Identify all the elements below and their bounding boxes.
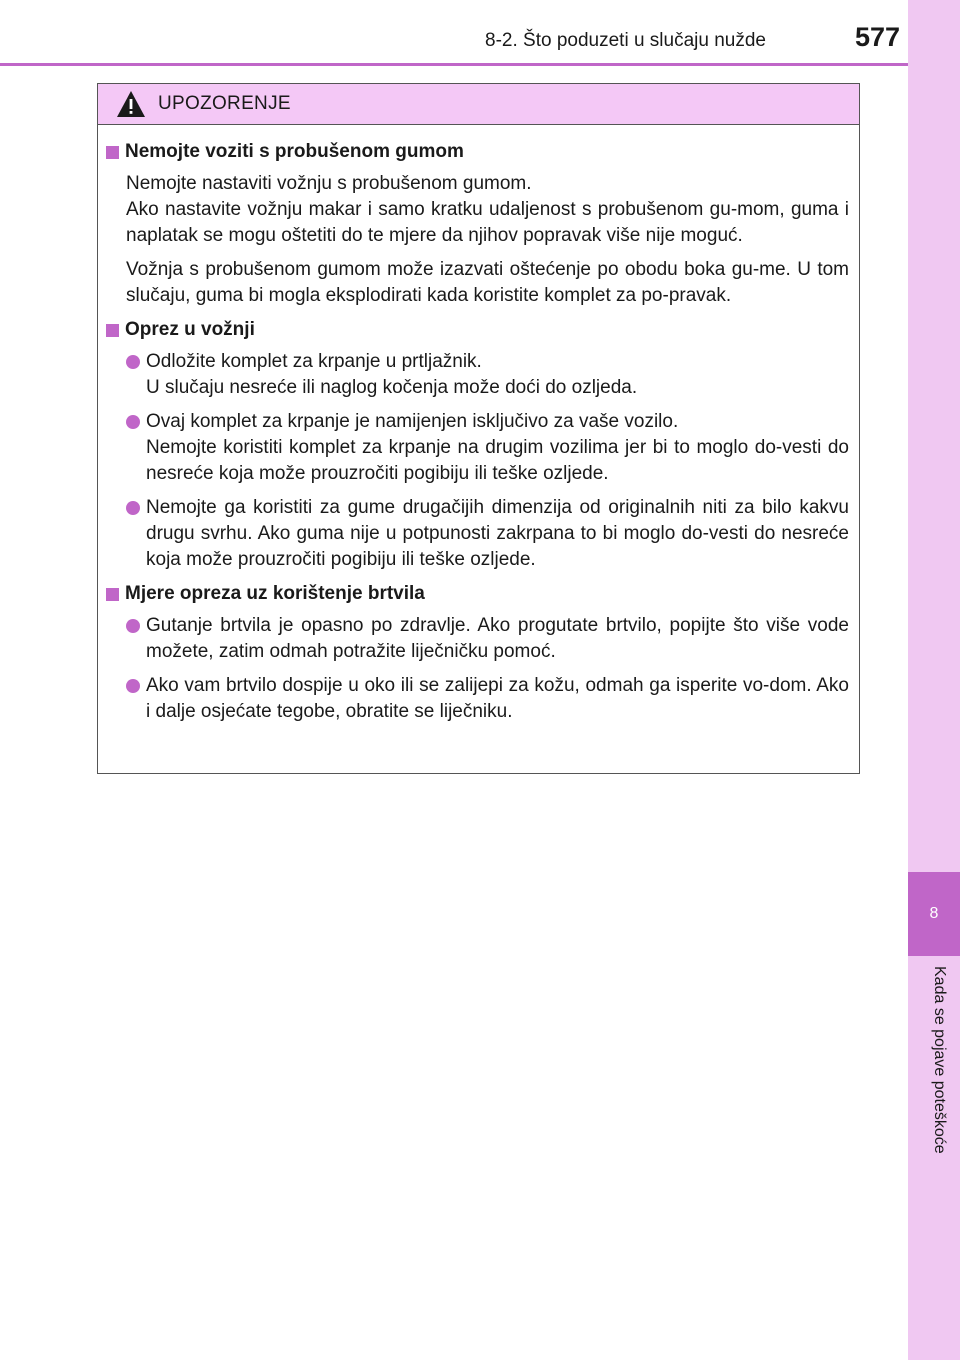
warning-header [98,84,859,125]
list-item [126,409,849,487]
chapter-number: 8 [929,905,939,922]
paragraph: Ako nastavite vožnju makar i samo kratku udaljenost s probušenom gu-mom, guma i naplatak se mogu oštetiti do te mjere da njihov popravak više nije moguć. [126,199,849,246]
list-item-text: Ovaj komplet za krpanje je namijenjen isključivo za vaše vozilo. [146,411,679,432]
square-bullet-icon [106,588,119,601]
section-heading-text: Nemojte voziti s probušenom gumom [125,141,464,162]
round-bullet-icon [126,415,140,429]
warning-box [97,83,860,774]
list-item [126,349,849,401]
round-bullet-icon [126,679,140,693]
square-bullet-icon [106,146,119,159]
chapter-tab[interactable] [908,872,960,956]
page-number: 577 [854,22,900,52]
section-heading [106,139,849,165]
list-item-text: U slučaju nesreće ili naglog kočenja može doći do ozljeda. [146,377,638,398]
list-item-text: Ako vam brtvilo dospije u oko ili se zalijepi za kožu, odmah ga isperite vo-dom. Ako i dalje osjećate tegobe, obratite se liječniku. [146,675,849,722]
warning-triangle-icon [116,90,146,118]
chapter-title: Kada se pojave poteškoće [931,966,948,1154]
round-bullet-icon [126,501,140,515]
round-bullet-icon [126,355,140,369]
list-item-text: Gutanje brtvila je opasno po zdravlje. Ako progutate brtvilo, popijte što više vode možete, zatim odmah potražite liječničku pomoć. [146,615,849,662]
list-item [126,613,849,665]
section-heading-text: Oprez u vožnji [125,319,255,340]
section-title: 8-2. Što poduzeti u slučaju nužde [485,30,766,51]
section-heading [106,581,849,607]
header-rule [0,63,908,66]
list-item-text: Odložite komplet za krpanje u prtljažnik. [146,351,482,372]
paragraph: Nemojte nastaviti vožnju s probušenom gumom. [126,173,532,194]
list-item [126,495,849,573]
section-heading [106,317,849,343]
paragraph: Vožnja s probušenom gumom može izazvati oštećenje po obodu boka gu-me. U tom slučaju, guma bi mogla eksplodirati kada koristite komplet za po-pravak. [126,259,849,306]
section-heading-text: Mjere opreza uz korištenje brtvila [125,583,425,604]
warning-body [98,125,859,725]
round-bullet-icon [126,619,140,633]
list-item-text: Nemojte koristiti komplet za krpanje na drugim vozilima jer bi to moglo do-vesti do nesreće koja može prouzročiti pogibiju ili teške ozljede. [146,437,849,484]
list-item-text: Nemojte ga koristiti za gume drugačijih dimenzija od originalnih niti za bilo kakvu drugu svrhu. Ako guma nije u potpunosti zakrpana to bi moglo do-vesti do nesreće koja može prouzročiti pogibiju ili teške ozljede. [146,497,849,570]
list-item [126,673,849,725]
square-bullet-icon [106,324,119,337]
warning-title: UPOZORENJE [158,93,291,114]
